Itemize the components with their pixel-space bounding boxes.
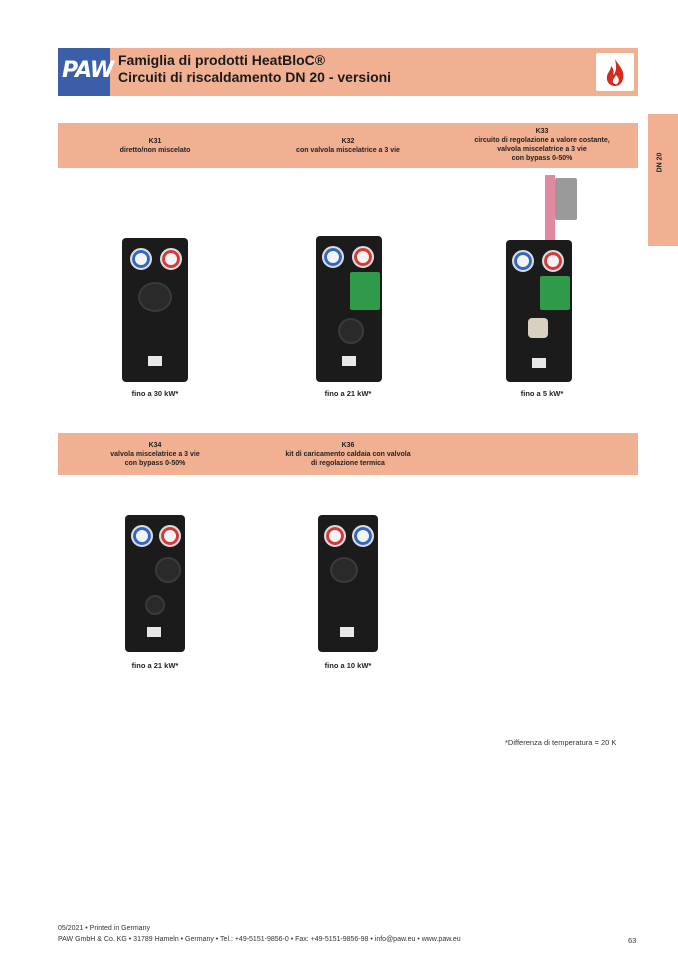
k32-product-image (316, 236, 382, 382)
k36-caption: fino a 10 kW* (324, 661, 372, 670)
k33-product-image (506, 240, 572, 382)
k33-caption: fino a 5 kW* (520, 389, 564, 398)
flame-icon (596, 53, 634, 91)
footer-line1: 05/2021 • Printed in Germany (58, 925, 150, 932)
k36-label: K36 kit di caricamento caldaia con valvola di regolazione termica (285, 442, 411, 467)
k34-product-image (125, 515, 185, 652)
k34-caption: fino a 21 kW* (131, 661, 179, 670)
k32-caption: fino a 21 kW* (324, 389, 372, 398)
k31-caption: fino a 30 kW* (131, 389, 179, 398)
k36-product-image (318, 515, 378, 652)
k31-label: K31 diretto/non miscelato (119, 138, 191, 154)
footer-line2: PAW GmbH & Co. KG • 31789 Hameln • Germany • Tel.: +49-5151-9856-0 • Fax: +49-5151-9856-98 • info@paw.eu • www.paw.eu (58, 936, 461, 943)
k33-actuator (555, 178, 577, 220)
k31-product-image (122, 238, 188, 382)
page-number: 63 (628, 936, 637, 945)
page-title: Famiglia di prodotti HeatBloC® (118, 52, 326, 68)
side-tab: DN 20 (648, 114, 678, 246)
k33-valve-pipe (545, 175, 555, 241)
paw-logo: PAW (58, 48, 110, 96)
k32-label: K32 con valvola miscelatrice a 3 vie (296, 138, 400, 154)
page-subtitle: Circuiti di riscaldamento DN 20 - versioni (118, 69, 392, 85)
k33-label: K33 circuito di regolazione a valore costante, valvola miscelatrice a 3 vie con bypass 0-50% (474, 128, 610, 162)
k34-label: K34 valvola miscelatrice a 3 vie con bypass 0-50% (110, 442, 200, 467)
footnote: *Differenza di temperatura = 20 K (505, 738, 617, 747)
